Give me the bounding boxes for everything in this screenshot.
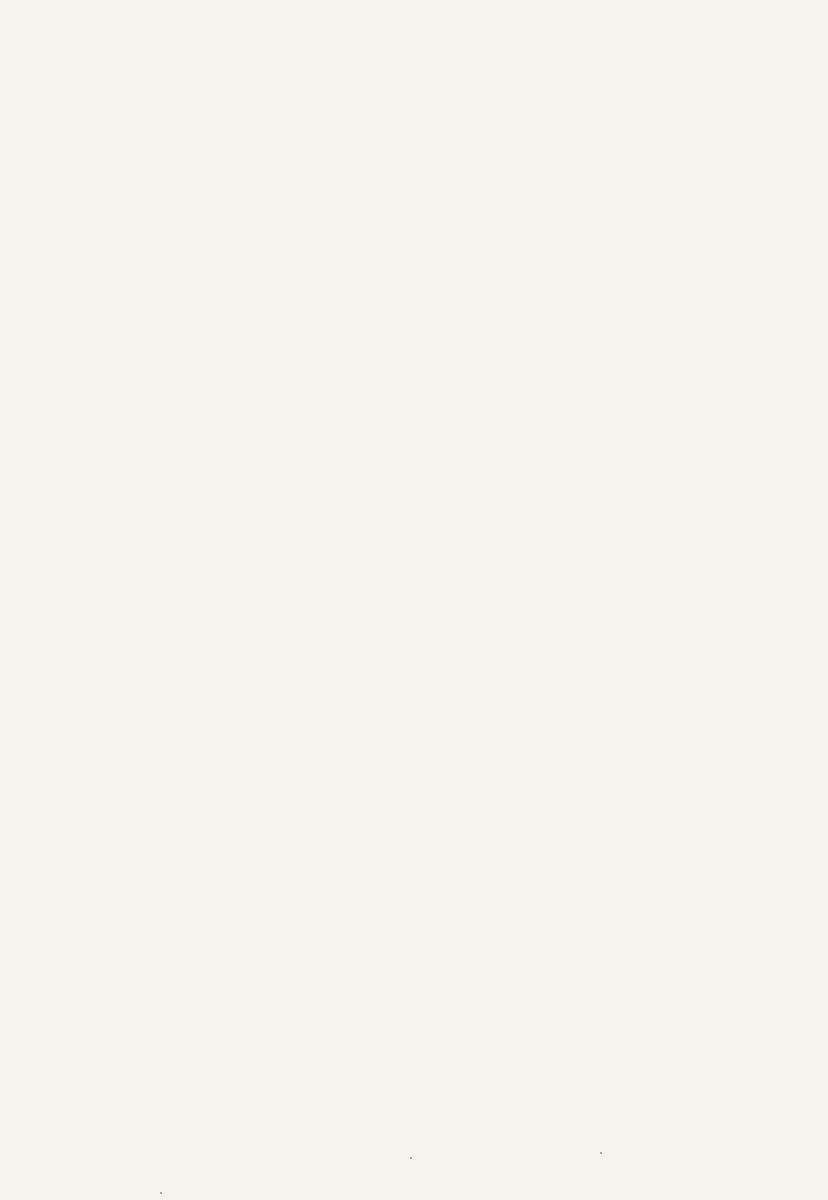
scan-speck [160,1192,162,1194]
scan-speck [410,1157,412,1159]
book-page [58,60,730,1180]
scan-speck [600,1152,602,1154]
